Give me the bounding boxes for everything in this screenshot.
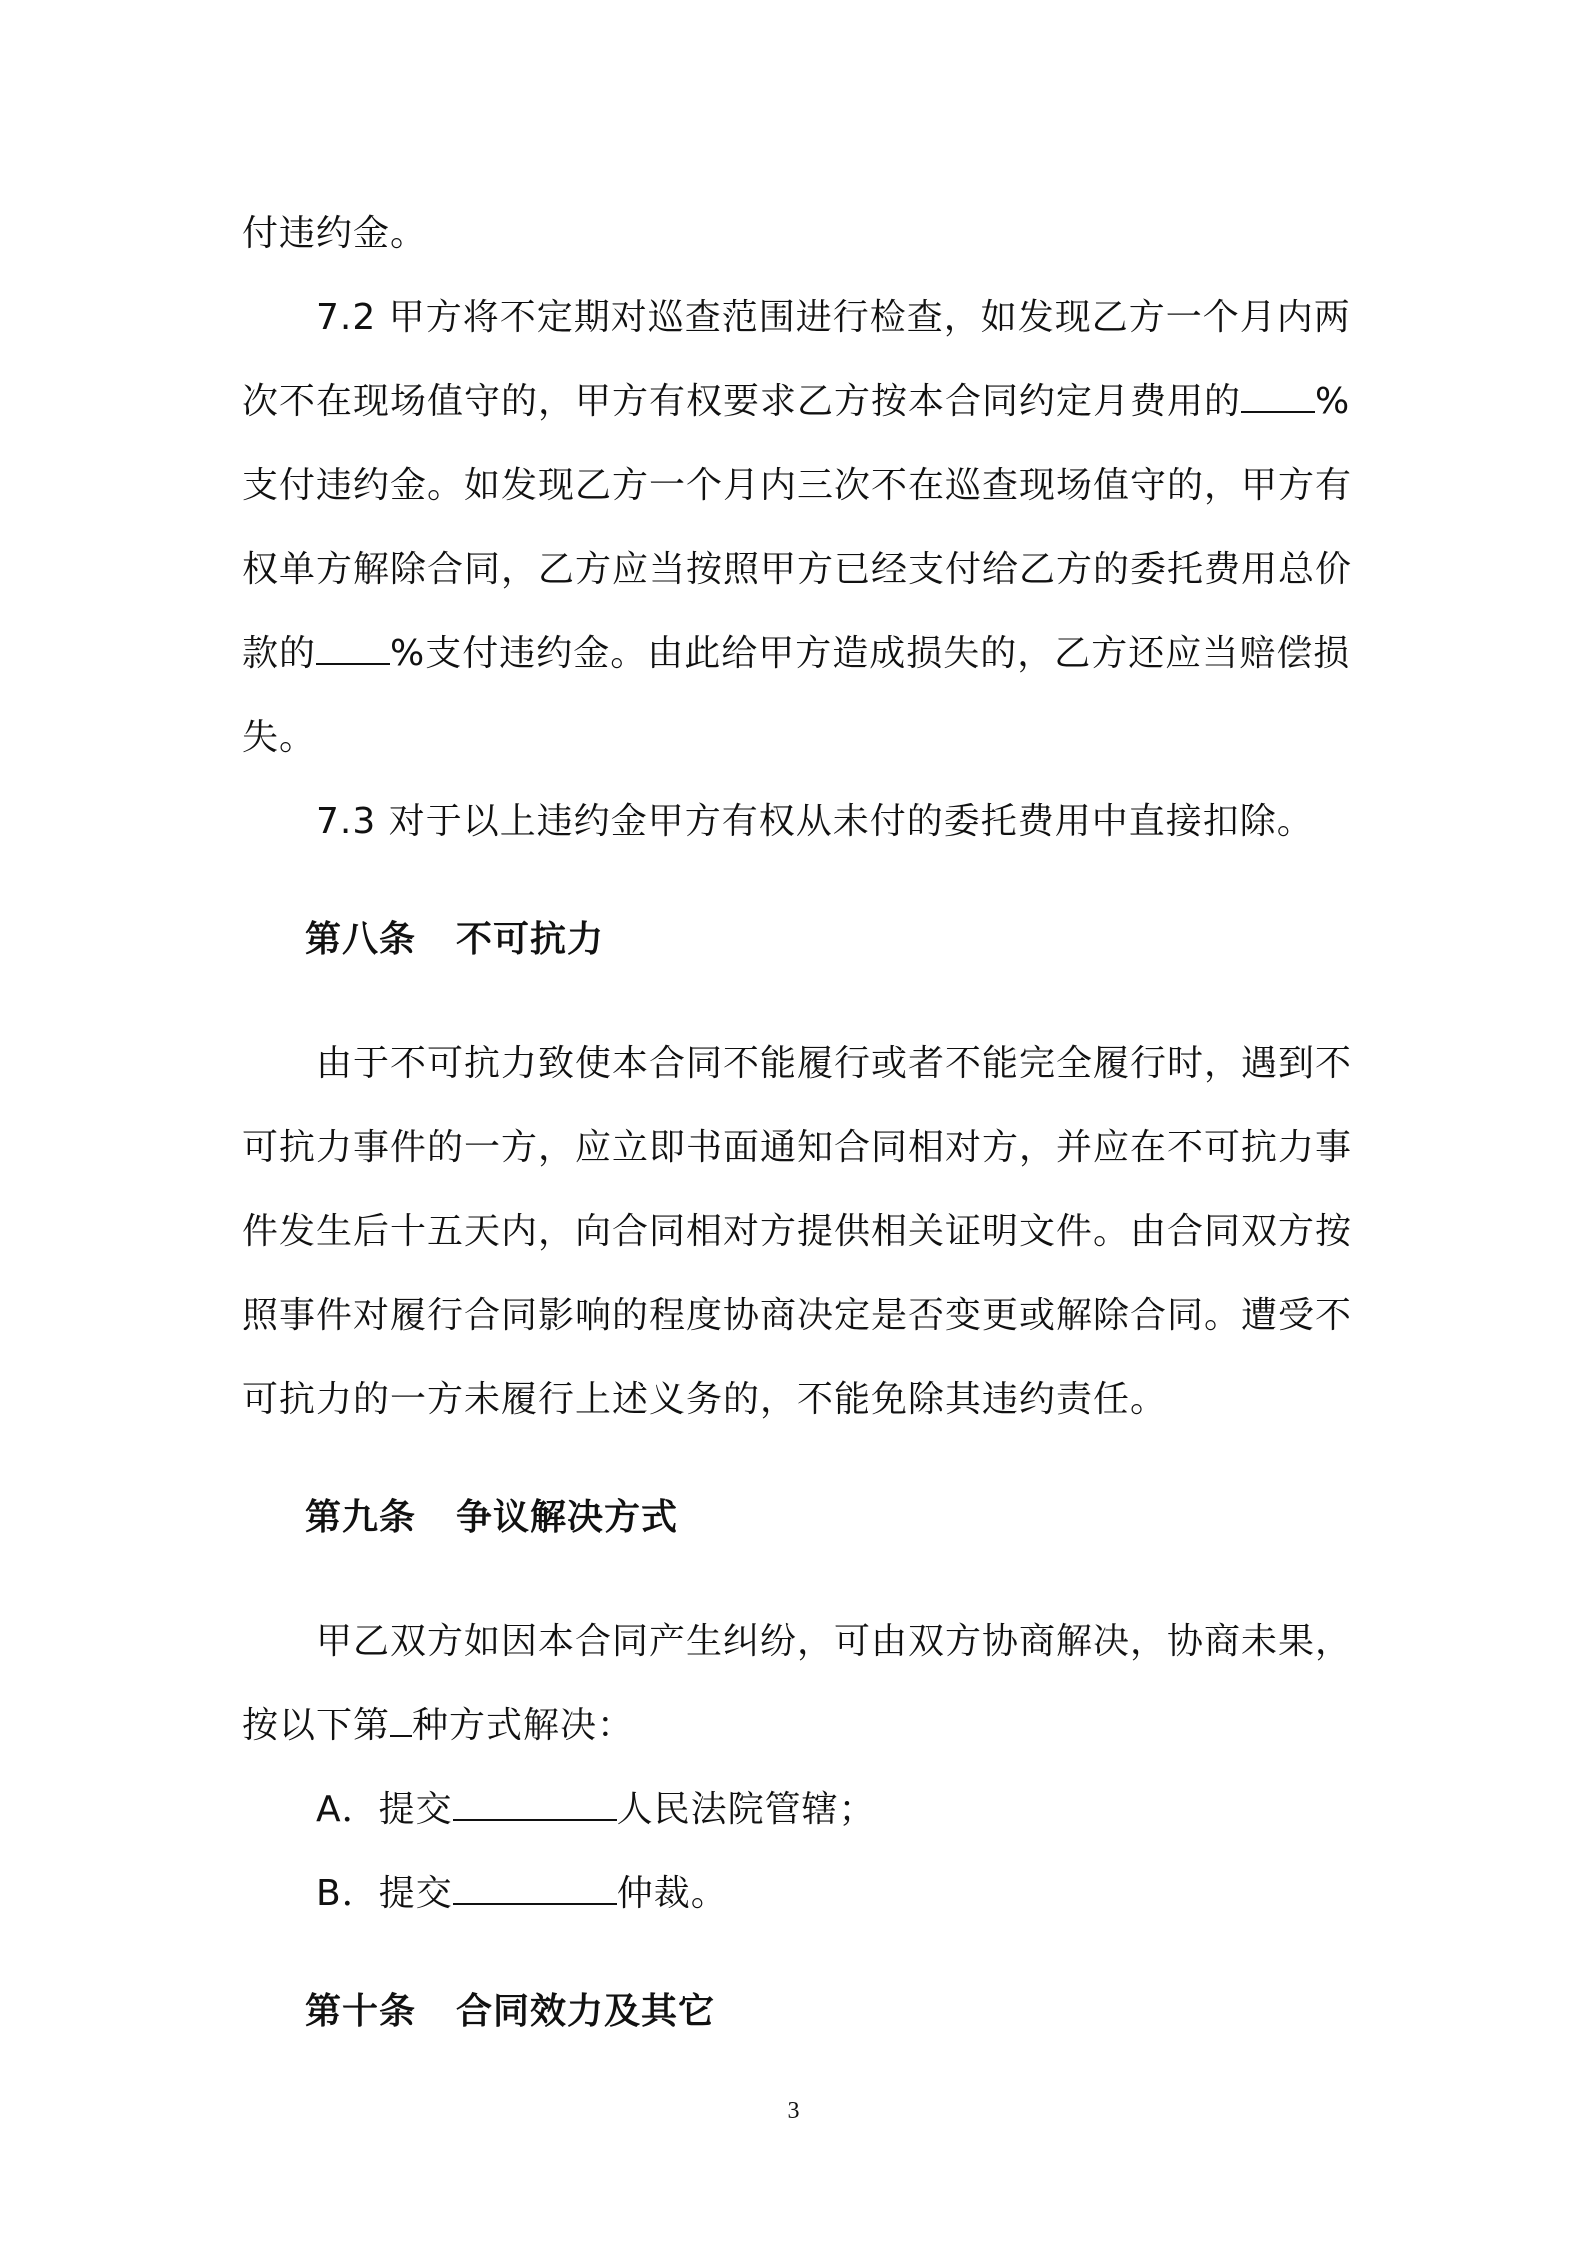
page-number: 3 bbox=[787, 2098, 800, 2124]
article-8-line-3 bbox=[242, 1206, 1352, 1258]
text: 7.2 甲方将不定期对巡查范围进行检查，如发现乙方一个月内两 bbox=[316, 297, 1351, 338]
article-8-line-1 bbox=[316, 1038, 1352, 1090]
text: 甲乙双方如因本合同产生纠纷，可由双方协商解决，协商未果， bbox=[316, 1621, 1353, 1662]
clause-7-2-line-3 bbox=[242, 460, 1352, 512]
article-10-heading bbox=[305, 1986, 715, 2038]
article-9-heading bbox=[305, 1492, 678, 1544]
text: 失。 bbox=[242, 717, 317, 758]
text: 按以下第 bbox=[242, 1705, 391, 1746]
text: 7.3 对于以上违约金甲方有权从未付的委托费用中直接扣除。 bbox=[316, 801, 1314, 842]
article-8-heading bbox=[305, 914, 604, 966]
clause-7-2-line-5 bbox=[242, 628, 1350, 680]
clause-7-2-line-6 bbox=[242, 712, 316, 764]
text: 仲裁。 bbox=[616, 1873, 728, 1914]
fill-in-blank bbox=[390, 1705, 412, 1737]
article-8-line-2 bbox=[242, 1122, 1352, 1174]
text: %支付违约金。由此给甲方造成损失的，乙方还应当赔偿损 bbox=[390, 633, 1351, 674]
text: 件发生后十五天内，向合同相对方提供相关证明文件。由合同双方按 bbox=[242, 1211, 1353, 1252]
clause-7-2-line-2 bbox=[242, 376, 1350, 428]
text: % bbox=[1315, 381, 1351, 422]
text: 次不在现场值守的，甲方有权要求乙方按本合同约定月费用的 bbox=[242, 381, 1242, 422]
text: 人民法院管辖； bbox=[616, 1789, 876, 1830]
article-number: 第八条 bbox=[305, 919, 417, 960]
clause-7-2-line-4 bbox=[242, 544, 1352, 596]
text: 照事件对履行合同影响的程度协商决定是否变更或解除合同。遭受不 bbox=[242, 1295, 1353, 1336]
text: 付违约金。 bbox=[242, 213, 428, 254]
article-title: 合同效力及其它 bbox=[456, 1991, 716, 2032]
fill-in-blank bbox=[453, 1873, 617, 1905]
article-9-line-2 bbox=[242, 1700, 634, 1752]
article-8-line-4 bbox=[242, 1290, 1352, 1342]
text: 可抗力事件的一方，应立即书面通知合同相对方，并应在不可抗力事 bbox=[242, 1127, 1353, 1168]
text: 由于不可抗力致使本合同不能履行或者不能完全履行时，遇到不 bbox=[316, 1043, 1353, 1084]
section7-line-1 bbox=[242, 208, 427, 260]
option-b bbox=[316, 1868, 728, 1920]
text: 可抗力的一方未履行上述义务的，不能免除其违约责任。 bbox=[242, 1379, 1168, 1420]
text: A．提交 bbox=[316, 1789, 453, 1830]
article-number: 第九条 bbox=[305, 1497, 417, 1538]
article-number: 第十条 bbox=[305, 1991, 417, 2032]
text: 支付违约金。如发现乙方一个月内三次不在巡查现场值守的，甲方有 bbox=[242, 465, 1353, 506]
fill-in-blank bbox=[1241, 381, 1315, 413]
text: 款的 bbox=[242, 633, 317, 674]
fill-in-blank bbox=[453, 1789, 617, 1821]
article-title: 争议解决方式 bbox=[456, 1497, 679, 1538]
fill-in-blank bbox=[316, 633, 390, 665]
clause-7-2-line-1 bbox=[316, 292, 1351, 344]
text: B．提交 bbox=[316, 1873, 453, 1914]
text: 种方式解决： bbox=[412, 1705, 635, 1746]
article-8-line-5 bbox=[242, 1374, 1167, 1426]
option-a bbox=[316, 1784, 876, 1836]
text: 权单方解除合同，乙方应当按照甲方已经支付给乙方的委托费用总价 bbox=[242, 549, 1353, 590]
article-9-line-1 bbox=[316, 1616, 1352, 1668]
clause-7-3 bbox=[316, 796, 1314, 848]
article-title: 不可抗力 bbox=[456, 919, 605, 960]
